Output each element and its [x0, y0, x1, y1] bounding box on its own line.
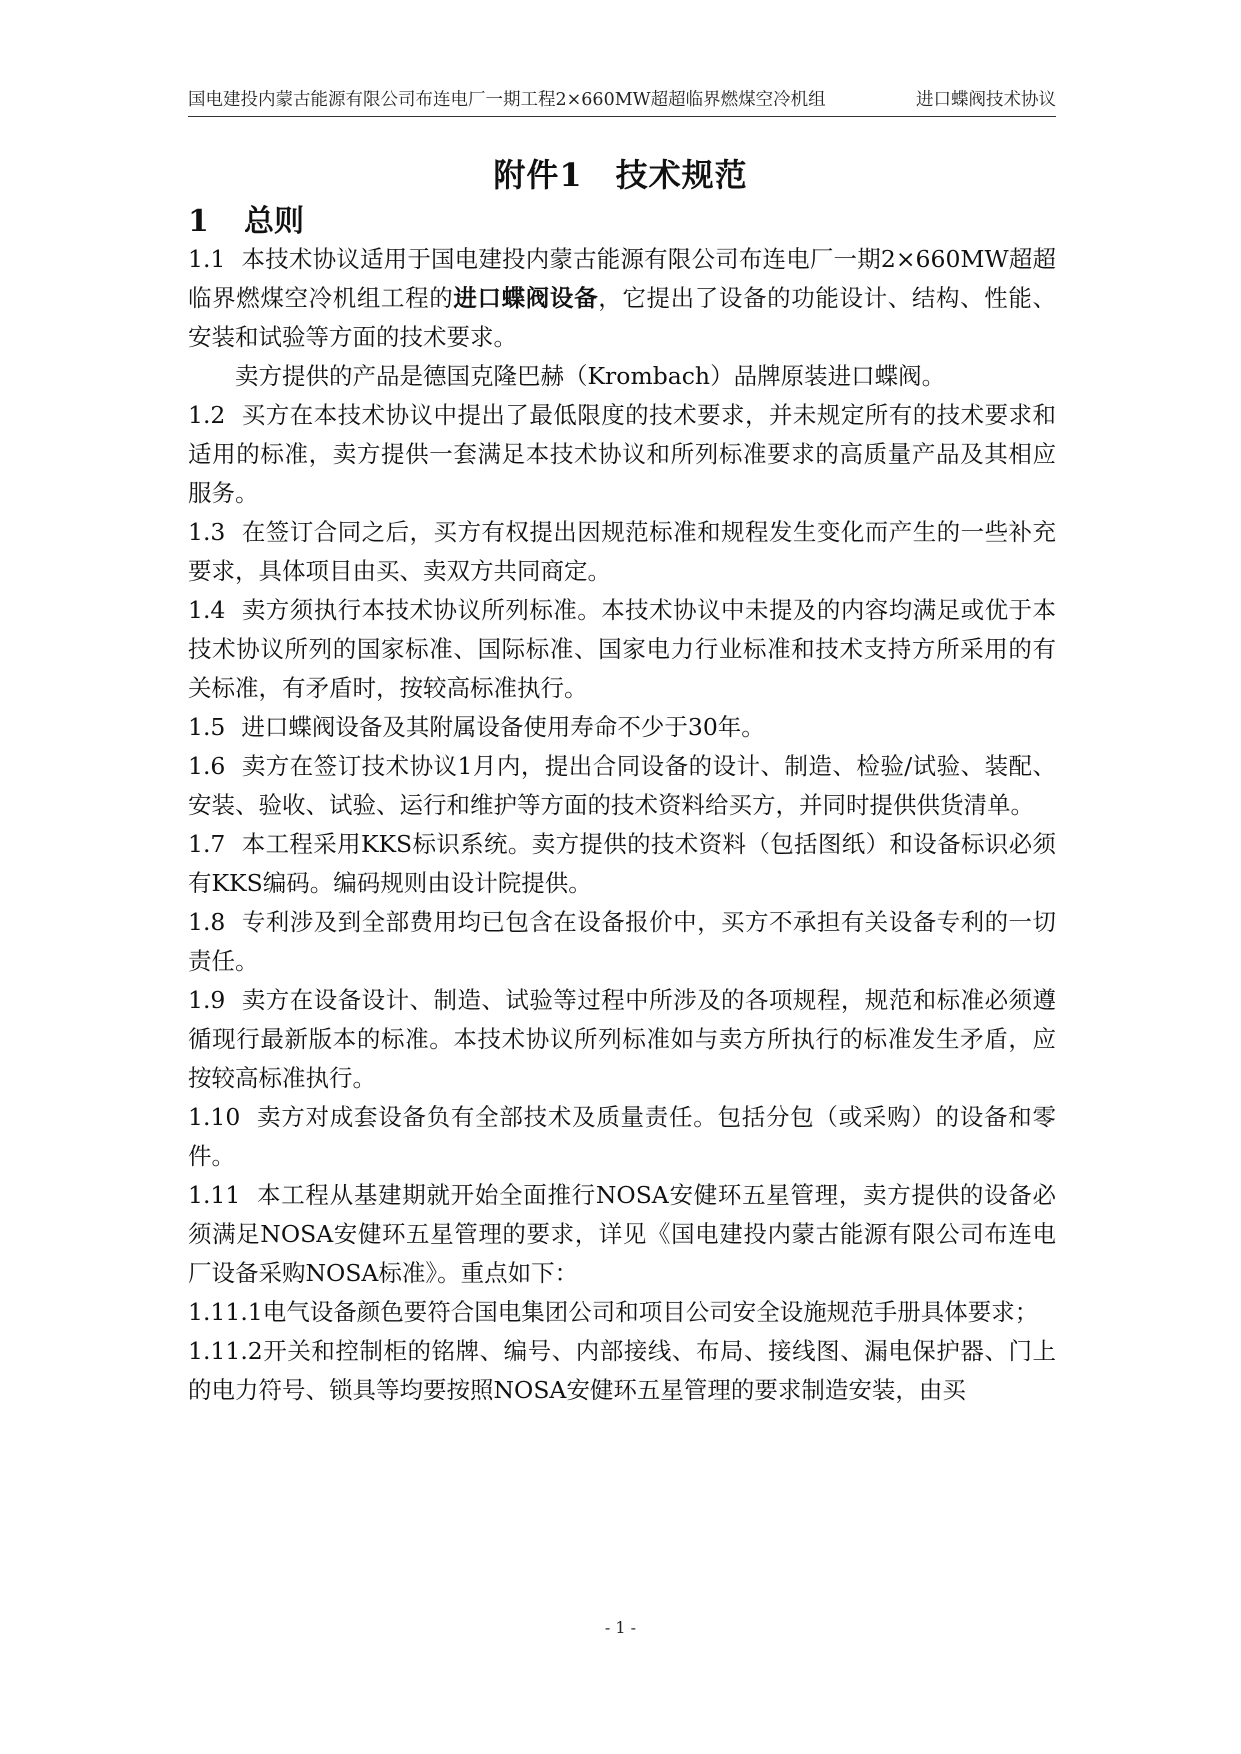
clause-number: 1.2 [188, 401, 226, 429]
clause-text: 卖方对成套设备负有全部技术及质量责任。包括分包（或采购）的设备和零件。 [188, 1103, 1056, 1170]
clause-number: 1.6 [188, 752, 226, 780]
clause-1-10 [188, 1098, 1056, 1176]
clause-1-7 [188, 825, 1056, 903]
clause-1-11-2 [188, 1332, 1056, 1410]
clause-number: 1.11.2 [188, 1337, 263, 1365]
clause-1-9 [188, 981, 1056, 1098]
section-title: 总则 [244, 204, 304, 239]
clause-text: 卖方须执行本技术协议所列标准。本技术协议中未提及的内容均满足或优于本技术协议所列的国家标准、国际标准、国家电力行业标准和技术支持方所采用的有关标准，有矛盾时，按较高标准执行。 [188, 596, 1056, 702]
page-header [188, 86, 1056, 117]
clause-text: 卖方在签订技术协议1月内，提出合同设备的设计、制造、检验/试验、装配、安装、验收、试验、运行和维护等方面的技术资料给买方，并同时提供供货清单。 [188, 752, 1056, 819]
clause-bold-text: 进口蝶阀设备 [453, 284, 599, 312]
clause-1-8 [188, 903, 1056, 981]
page-number: - 1 - [604, 1618, 637, 1637]
section-heading [188, 196, 304, 240]
clause-text: 卖方在设备设计、制造、试验等过程中所涉及的各项规程，规范和标准必须遵循现行最新版本的标准。本技术协议所列标准如与卖方所执行的标准发生矛盾，应按较高标准执行。 [188, 986, 1056, 1092]
clause-number: 1.10 [188, 1103, 241, 1131]
clause-number: 1.4 [188, 596, 226, 624]
clause-text: 专利涉及到全部费用均已包含在设备报价中，买方不承担有关设备专利的一切责任。 [188, 908, 1056, 975]
clause-number: 1.11.1 [188, 1298, 263, 1326]
clause-1-11-1 [188, 1293, 1056, 1332]
clause-text: 开关和控制柜的铭牌、编号、内部接线、布局、接线图、漏电保护器、门上的电力符号、锁具等均要按照NOSA安健环五星管理的要求制造安装，由买 [188, 1337, 1056, 1404]
document-body [188, 240, 1056, 1410]
clause-1-3 [188, 513, 1056, 591]
clause-number: 1.1 [188, 245, 226, 273]
document-title: 附件1 技术规范 [493, 156, 748, 194]
clause-text: 电气设备颜色要符合国电集团公司和项目公司安全设施规范手册具体要求； [262, 1298, 1039, 1326]
section-number: 1 [188, 204, 209, 239]
clause-text: 进口蝶阀设备及其附属设备使用寿命不少于30年。 [241, 713, 765, 741]
header-doc-name: 进口蝶阀技术协议 [916, 90, 1056, 110]
clause-1-6 [188, 747, 1056, 825]
clause-text: 本工程采用KKS标识系统。卖方提供的技术资料（包括图纸）和设备标识必须有KKS编码。编码规则由设计院提供。 [188, 830, 1056, 897]
clause-1-5 [188, 708, 1056, 747]
header-project-title: 国电建投内蒙古能源有限公司布连电厂一期工程2×660MW超超临界燃煤空冷机组 [188, 90, 826, 110]
clause-number: 1.11 [188, 1181, 241, 1209]
clause-number: 1.9 [188, 986, 226, 1014]
clause-1-2 [188, 396, 1056, 513]
clause-1-4 [188, 591, 1056, 708]
clause-number: 1.5 [188, 713, 226, 741]
clause-1-11 [188, 1176, 1056, 1293]
clause-1-1 [188, 240, 1056, 357]
clause-number: 1.8 [188, 908, 226, 936]
clause-number: 1.3 [188, 518, 226, 546]
clause-text: 本工程从基建期就开始全面推行NOSA安健环五星管理，卖方提供的设备必须满足NOSA安健环五星管理的要求，详见《国电建投内蒙古能源有限公司布连电厂设备采购NOSA标准》。重点如下： [188, 1181, 1056, 1287]
clause-text: ，它提出了设备的功能设计、结构、性能、安装和试验等方面的技术要求。 [188, 284, 1057, 351]
clause-text: 在签订合同之后，买方有权提出因规范标准和规程发生变化而产生的一些补充要求，具体项目由买、卖双方共同商定。 [188, 518, 1056, 585]
clause-number: 1.7 [188, 830, 226, 858]
clause-1-1-product: 卖方提供的产品是德国克隆巴赫（Krombach）品牌原装进口蝶阀。 [235, 362, 946, 390]
clause-text: 本技术协议适用于国电建投内蒙古能源有限公司布连电厂一期2×660MW超超临界燃煤空冷机组工程的 [188, 245, 1056, 312]
clause-text: 买方在本技术协议中提出了最低限度的技术要求，并未规定所有的技术要求和适用的标准，卖方提供一套满足本技术协议和所列标准要求的高质量产品及其相应服务。 [188, 401, 1056, 507]
